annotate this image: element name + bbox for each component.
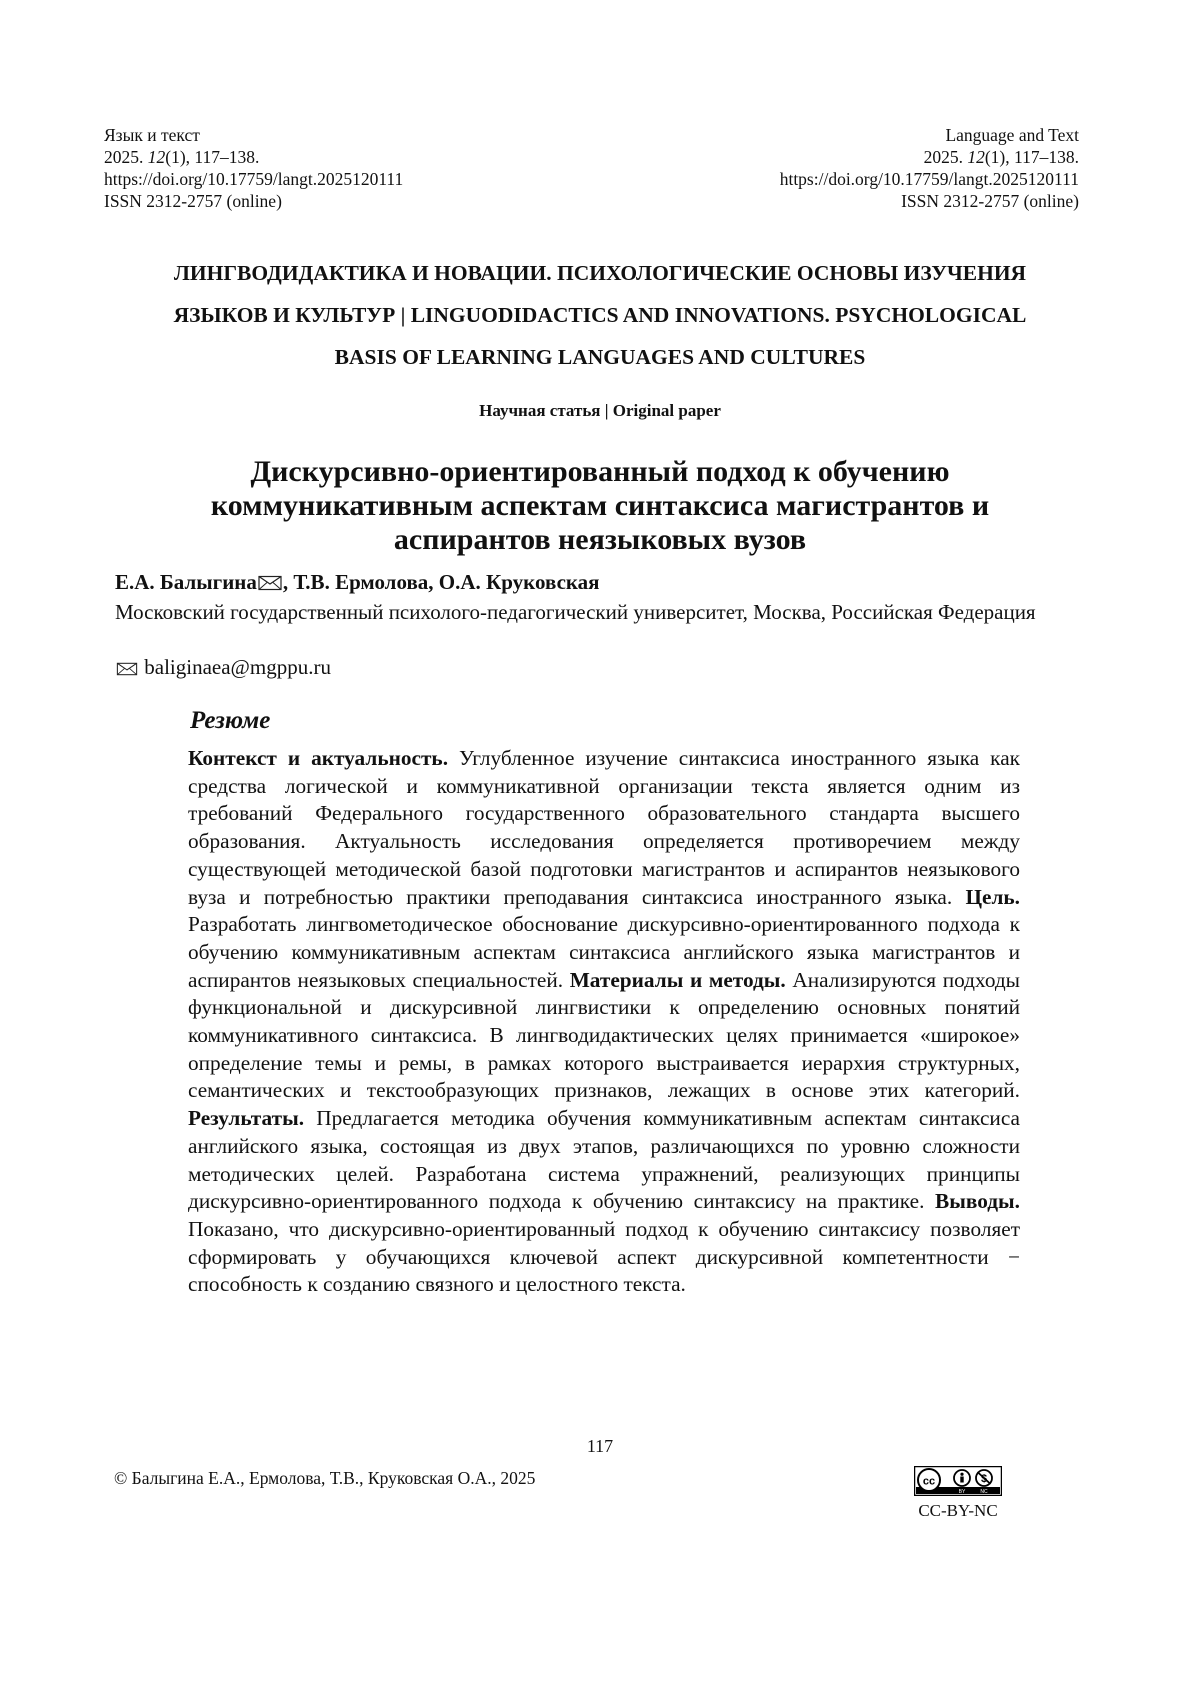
author-rest: , Т.В. Ермолова, О.А. Круковская (283, 570, 600, 594)
conclusions-text: Показано, что дискурсивно-ориентированный подход к обучению синтаксису позволяет сформировать у обучающихся ключевой аспект дискурсивной компетентности − способность к созданию связного и целостного текста. (188, 1217, 1020, 1296)
section-heading-line: ЯЗЫКОВ И КУЛЬТУР | LINGUODIDACTICS AND INNOVATIONS. PSYCHOLOGICAL (100, 294, 1100, 336)
header-left (104, 124, 403, 212)
section-heading (100, 252, 1100, 378)
goal-text: Разработать лингвометодическое обоснование дискурсивно-ориентированного подхода к обучению коммуникативным аспектам синтаксиса английского языка магистрантов и аспирантов неязыковых специальностей. (188, 912, 1020, 991)
methods-label: Материалы и методы. (570, 968, 786, 992)
license-label: CC-BY-NC (908, 1501, 1008, 1521)
svg-text:NC: NC (980, 1489, 988, 1495)
title-line: коммуникативным аспектам синтаксиса магистрантов и (150, 489, 1050, 523)
title-line: Дискурсивно-ориентированный подход к обучению (150, 455, 1050, 489)
citation-en: 2025. 12(1), 117–138. (780, 146, 1079, 168)
context-text: Углубленное изучение синтаксиса иностранного языка как средства логической и коммуникативной организации текста является одним из требований Федерального государственного образовательного стандарта высшего образования. Актуальность исследования определяется противоречием между существующей методической базой подготовки магистрантов и аспирантов неязыкового вуза и потребностью практики преподавания синтаксиса иностранного языка. (188, 746, 1020, 909)
abstract-text (188, 745, 1020, 1299)
header-right (780, 124, 1079, 212)
conclusions-label: Выводы. (935, 1189, 1020, 1213)
issn-ru: ISSN 2312-2757 (online) (104, 190, 403, 212)
issn-en: ISSN 2312-2757 (online) (780, 190, 1079, 212)
author-first: Е.А. Балыгина (115, 570, 257, 594)
svg-text:BY: BY (959, 1489, 966, 1495)
email-line (115, 655, 331, 682)
citation-ru: 2025. 12(1), 117–138. (104, 146, 403, 168)
authors (115, 570, 600, 597)
results-label: Результаты. (188, 1106, 304, 1130)
methods-text: Анализируются подходы функциональной и дискурсивной лингвистики к определению основных понятий коммуникативного синтаксиса. В лингводидактических целях принимается «широкое» определение темы и ремы, в рамках которого выстраивается иерархия структурных, семантических и текстообразующих признаков, лежащих в основе этих категорий. (188, 968, 1020, 1103)
mail-icon (116, 657, 138, 682)
cc-by-nc-icon (914, 1466, 1002, 1496)
results-text: Предлагается методика обучения коммуникативным аспектам синтаксиса английского языка, состоящая из двух этапов, различающихся по уровню сложности методических целей. Разработана система упражнений, реализующих принципы дискурсивно-ориентированного подхода к обучению синтаксису на практике. (188, 1106, 1020, 1213)
journal-name-ru: Язык и текст (104, 124, 403, 146)
page-number: 117 (0, 1436, 1200, 1457)
goal-label: Цель. (965, 885, 1020, 909)
svg-text:cc: cc (923, 1476, 935, 1488)
affiliation: Московский государственный психолого-педагогический университет, Москва, Российская Федерация (115, 598, 1075, 626)
copyright: © Балыгина Е.А., Ермолова, Т.В., Круковская О.А., 2025 (114, 1468, 535, 1489)
mail-icon (258, 572, 282, 597)
title-line: аспирантов неязыковых вузов (150, 523, 1050, 557)
context-label: Контекст и актуальность. (188, 746, 448, 770)
doi-link-en[interactable]: https://doi.org/10.17759/langt.2025120111 (780, 168, 1079, 190)
section-heading-line: ЛИНГВОДИДАКТИКА И НОВАЦИИ. ПСИХОЛОГИЧЕСКИЕ ОСНОВЫ ИЗУЧЕНИЯ (100, 252, 1100, 294)
paper-type: Научная статья | Original paper (100, 401, 1100, 421)
doi-link-ru[interactable]: https://doi.org/10.17759/langt.2025120111 (104, 168, 403, 190)
abstract-heading: Резюме (190, 707, 270, 735)
article-title (150, 455, 1050, 557)
section-heading-line: BASIS OF LEARNING LANGUAGES AND CULTURES (100, 336, 1100, 378)
license-badge[interactable] (908, 1466, 1008, 1521)
email-link[interactable]: baliginaea@mgppu.ru (144, 655, 331, 679)
journal-name-en: Language and Text (780, 124, 1079, 146)
